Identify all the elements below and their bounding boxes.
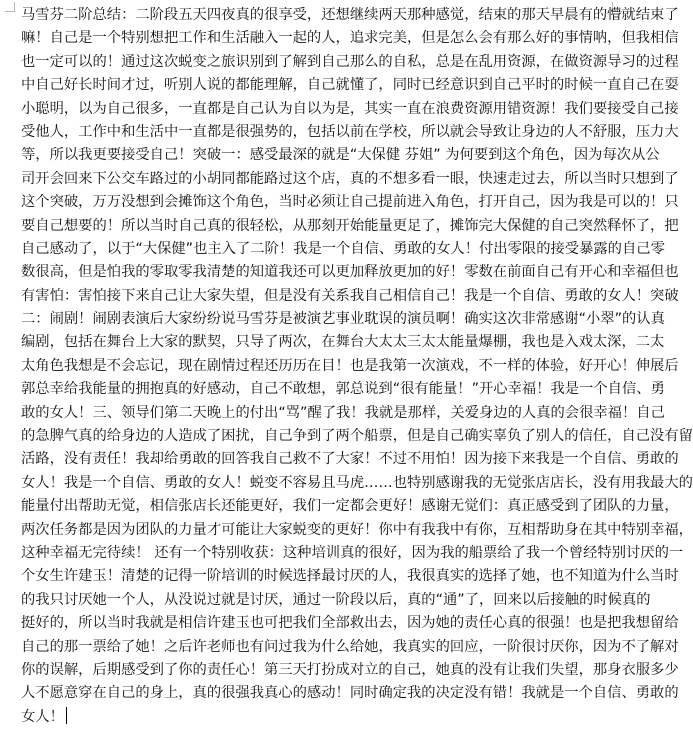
text-line: 要自己想要的！所以当时自己真的很轻松，从那刻开始能量更足了，摊饰完大保健的自己突然释怀了，把 — [21, 217, 679, 234]
text-line: 中自己好长时间才过，听别人说的都能理解，自己就懂了，同时已经意识到自己平时的时候一直自己在耍 — [21, 77, 679, 94]
page-corner-mark-top-left — [5, 2, 15, 12]
text-line: 这个突破，万万没想到会摊饰这个角色，当时必须让自己提前进入角色，打开自己，因为我是可以的！只 — [21, 194, 679, 211]
text-line: 编剧，包括在舞台上大家的默契，只导了两次，在舞台大太太三太太能量爆棚，我也是入戏太深，二太 — [21, 334, 665, 351]
document-body[interactable] — [21, 4, 693, 729]
text-line: 你的误解，后期感受到了你的责任心！第三天打扮成对立的自己，她真的没有让我们失望，那身衣服多少 — [21, 661, 679, 678]
text-line: 的我只讨厌她一个人，从没说过就是讨厌，通过一阶段以后，真的“通”了，回来以后接触的时候真的 — [21, 591, 651, 608]
text-line: 自己感动了，以于“大保健”也主入了二阶！我是一个自信、勇敢的女人！付出零限的接受暴露的自己零 — [21, 240, 665, 257]
text-line: 也一定可以的！通过这次蜕变之旅识别到了解到自己那么的自私，总是在乱用资源，在做资源导习的过程 — [21, 53, 679, 70]
text-line: 这种幸福无完待续！ 还有一个特别收获：这种培训真的很好，因为我的船票给了我一个曾经特别讨厌的一 — [21, 544, 684, 561]
text-line: 马雪芬二阶总结：二阶段五天四夜真的很享受，还想继续两天那种感觉，结束的那天早晨有的懵就结束了 — [21, 7, 679, 23]
text-line-last — [21, 706, 609, 729]
text-line: 有害怕：害怕接下来自己让大家失望，但是没有关系我自己相信自己！我是一个自信、勇敢的女人！突破 — [21, 287, 679, 304]
text-line: 的急脾气真的给身边的人造成了困扰，自己争到了两个船票，但是自己确实辜负了别人的信任，自己没有留 — [21, 428, 693, 445]
text-cursor — [66, 707, 67, 724]
text-line: 女人！我是一个自信、勇敢的女人！蜕变不容易且马虎……也特别感谢我的无觉张店店长，没有用我最大的 — [21, 474, 693, 491]
text-line: 司开会回来下公交车路过的小胡同都能路过这个店，真的不想多看一眼，快速走过去，所以当时只想到了 — [21, 170, 679, 187]
text-line: 郭总幸给我能量的拥抱真的好感动，自己不敢想，郭总说到“很有能量！”开心幸福！我是一个自信、勇 — [21, 381, 665, 398]
text-line: 太角色我想是不会忘记，现在剧情过程还历历在目！也是我第一次演戏，不一样的体验，好开心！伸展后 — [21, 357, 679, 374]
text-line: 个女生许建玉！清楚的记得一阶培训的时候选择最讨厌的人，我很真实的选择了她，也不知道为什么当时 — [21, 568, 679, 585]
text-line: 数很高，但是怕我的零取零我清楚的知道我还可以更加释放更加的好！零数在前面自己有开心和幸福但也 — [21, 264, 679, 281]
text-line: 能量付出帮助无觉，相信张店长还能更好，我们一定都会更好！感谢无觉们：真正感受到了团队的力量， — [21, 498, 679, 515]
text-line: 嘛！自己是一个特别想把工作和生活融入一起的人，追求完美，但是怎么会有那么好的事情呐，但我相信 — [21, 30, 679, 47]
text-line: 二：闹剧！闹剧表演后大家纷纷说马雪芬是被演艺事业耽误的演员啊！确实这次非常感谢“小翠”的认真 — [21, 311, 665, 328]
text-line: 挺好的，所以当时我就是相信许建玉也可把我们全部救出去，因为她的责任心真的很强！也是把我想留给 — [21, 615, 679, 632]
text-line: 自己的那一票给了她！之后许老师也有问过我为什么给她，我真实的回应，一阶很讨厌你，因为不了解对 — [21, 638, 679, 655]
text-line: 受他人，工作中和生活中一直都是很强势的，包括以前在学校，所以就会导致让身边的人不舒服，压力大 — [21, 123, 679, 140]
text-line: 敢的女人！三、领导们第二天晚上的付出“骂”醒了我！我就是那样，关爱身边的人真的会很幸福！自己 — [21, 404, 665, 421]
text-line: 两次任务都是因为团队的力量才可能让大家蜕变的更好！你中有我我中有你，互相帮助身在其中特别幸福， — [21, 521, 693, 538]
text-line: 小聪明，以为自己很多，一直都是自己认为自以为是，其实一直在浪费资源用错资源！我们要接受自己接 — [21, 100, 679, 117]
text-line: 人不愿意穿在自己的身上，真的很强我真心的感动！同时确定我的决定没有错！我就是一个自信、勇敢的 — [21, 685, 679, 702]
text-line: 活路，没有责任！我却给勇敢的回答我自己救不了大家！不过不用怕！因为接下来我是一个自信、勇敢的 — [21, 451, 679, 468]
last-line-text: 女人！ — [21, 708, 64, 725]
text-line: 等，所以我更要接受自己！突破一：感受最深的就是“大保健 芬姐” 为何要到这个角色，因为每次从公 — [21, 147, 660, 164]
